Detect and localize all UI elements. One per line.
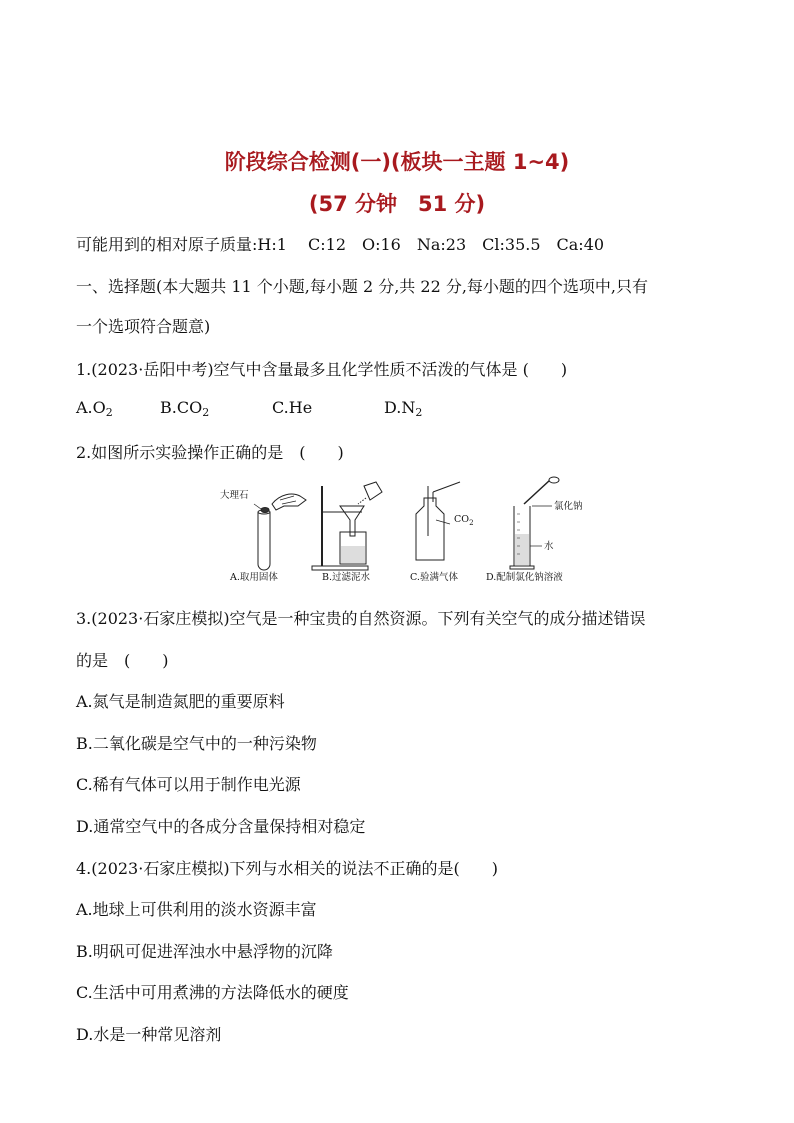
label-marble: 大理石 [220, 490, 249, 501]
question-3-stem-line2: 的是 ( ) [76, 651, 169, 670]
section-heading-line1: 一、选择题(本大题共 11 个小题,每小题 2 分,共 22 分,每小题的四个选项中,只有 [76, 277, 649, 296]
label-co2: $CO_2$ [454, 514, 474, 527]
figure-b-filtration [312, 482, 382, 570]
caption-c: C.验满气体 [410, 572, 458, 583]
q3-option-b: B.二氧化碳是空气中的一种污染物 [76, 734, 317, 753]
q4-option-c: C.生活中可用煮沸的方法降低水的硬度 [76, 983, 349, 1002]
question-3-stem-line1: 3.(2023·石家庄模拟)空气是一种宝贵的自然资源。下列有关空气的成分描述错误 [76, 609, 646, 628]
q1-option-b: $B.CO_2$ [160, 398, 210, 419]
q4-option-a: A.地球上可供利用的淡水资源丰富 [76, 900, 317, 919]
figure-c-gas-bottle [416, 482, 474, 560]
figure-d-cylinder [510, 477, 583, 569]
q1-option-c: C.He [272, 398, 313, 417]
q3-option-a: A.氮气是制造氮肥的重要原料 [76, 692, 285, 711]
label-salt: 氯化钠 [554, 501, 583, 512]
caption-b: B.过滤泥水 [322, 572, 371, 583]
figure-a-test-tube [220, 489, 306, 570]
q1-option-a: $A.O_2$ [76, 398, 113, 419]
q4-option-b: B.明矾可促进浑浊水中悬浮物的沉降 [76, 942, 333, 961]
q3-option-c: C.稀有气体可以用于制作电光源 [76, 775, 301, 794]
q1-option-d: $D.N_2$ [384, 398, 423, 419]
question-4-stem: 4.(2023·石家庄模拟)下列与水相关的说法不正确的是( ) [76, 859, 499, 878]
question-2-stem: 2.如图所示实验操作正确的是 ( ) [76, 443, 344, 462]
q3-option-d: D.通常空气中的各成分含量保持相对稳定 [76, 817, 366, 836]
atomic-masses: 可能用到的相对原子质量:H:1 C:12 O:16 Na:23 Cl:35.5 Ca:40 [76, 235, 605, 254]
label-water: 水 [544, 541, 554, 552]
lab-operations-figure [214, 476, 594, 588]
page-subtitle: (57 分钟 51 分) [308, 192, 486, 216]
page-title: 阶段综合检测(一)(板块一主题 1~4) [224, 150, 570, 174]
question-1-stem: 1.(2023·岳阳中考)空气中含量最多且化学性质不活泼的气体是 ( ) [76, 360, 568, 379]
section-heading-line2: 一个选项符合题意) [76, 317, 211, 336]
caption-a: A.取用固体 [230, 572, 278, 583]
q4-option-d: D.水是一种常见溶剂 [76, 1025, 222, 1044]
caption-d: D.配制氯化钠溶液 [486, 572, 563, 583]
